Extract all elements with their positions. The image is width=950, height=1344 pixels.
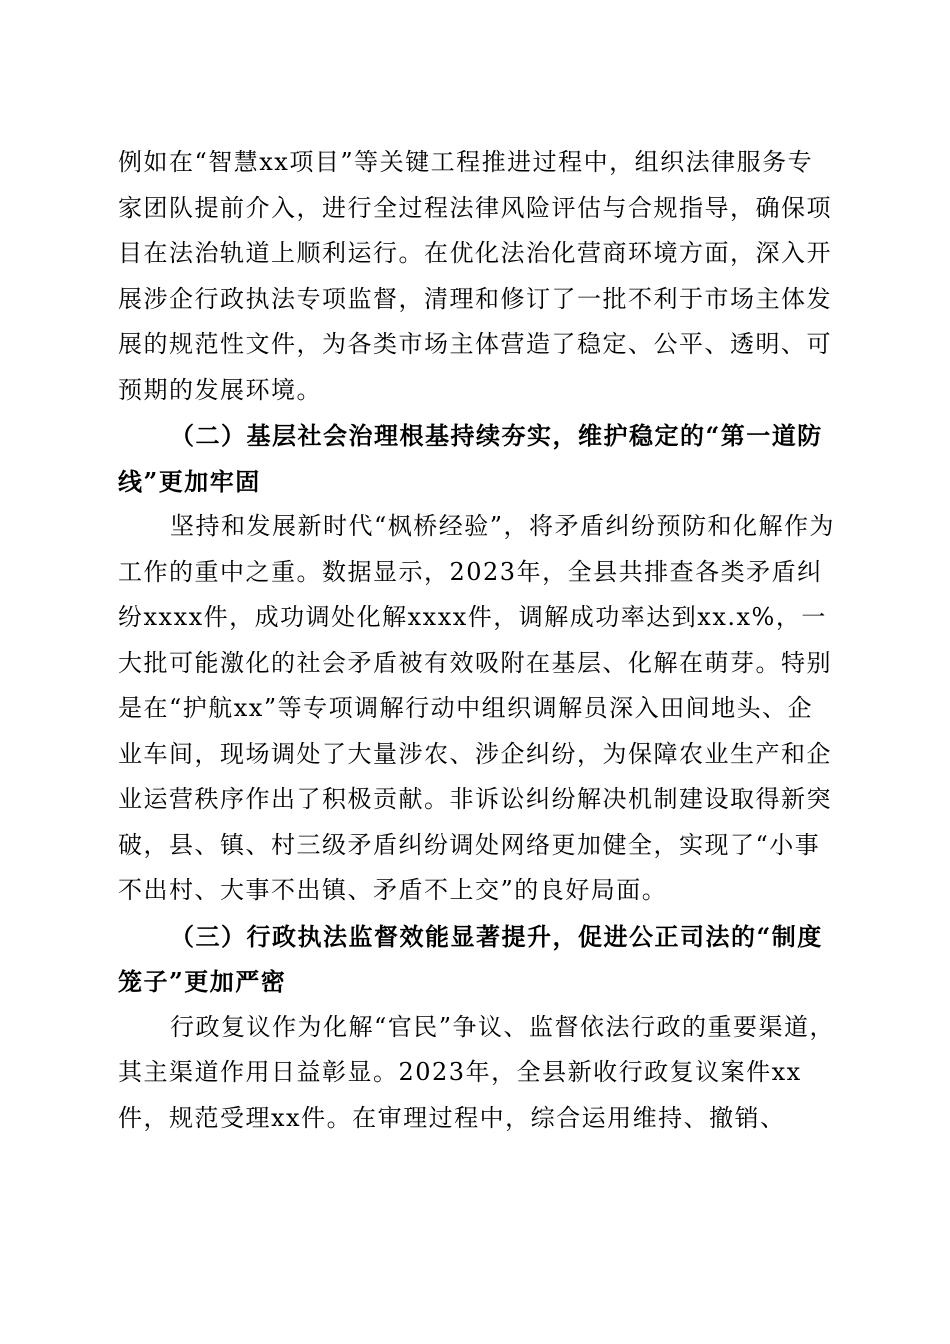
document-body [118,140,838,1141]
section-heading-2: （二）基层社会治理根基持续夯实，维护稳定的“第一道防线”更加牢固 [118,421,823,496]
paragraph-business-environment: 例如在“智慧xx项目”等关键工程推进过程中，组织法律服务专家团队提前介入，进行全过程法律风险评估与合规指导，确保项目在法治轨道上顺利运行。在优化法治化营商环境方面，深入开展涉企行政执法专项监督，清理和修订了一批不利于市场主体发展的规范性文件，为各类市场主体营造了稳定、公平、透明、可预期的发展环境。 [118,148,832,404]
paragraph-administrative-review: 行政复议作为化解“官民”争议、监督依法行政的重要渠道，其主渠道作用日益彰显。2023年，全县新收行政复议案件xx件，规范受理xx件。在审理过程中，综合运用维持、撤销、 [118,1012,836,1132]
section-heading-3: （三）行政执法监督效能显著提升，促进公正司法的“制度笼子”更加严密 [118,921,823,996]
paragraph-grassroots-governance: 坚持和发展新时代“枫桥经验”，将矛盾纠纷预防和化解作为工作的重中之重。数据显示，2023年，全县共排查各类矛盾纠纷xxxx件，成功调处化解xxxx件，调解成功率达到xx.x%，一大批可能激化的社会矛盾被有效吸附在基层、化解在萌芽。特别是在“护航xx”等专项调解行动中组织调解员深入田间地头、企业车间，现场调处了大量涉农、涉企纠纷，为保障农业生产和企业运营秩序作出了积极贡献。非诉讼纠纷解决机制建设取得新突破，县、镇、村三级矛盾纠纷调处网络更加健全，实现了“小事不出村、大事不出镇、矛盾不上交”的良好局面。 [118,512,836,904]
